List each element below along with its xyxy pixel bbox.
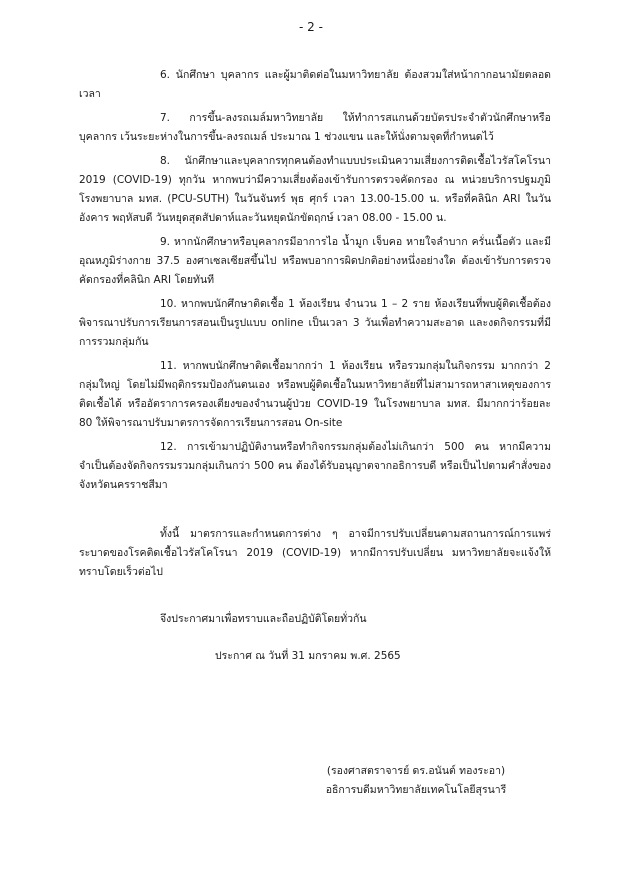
signer-name: (รองศาสตราจารย์ ดร.อนันต์ ทองระอา): [326, 765, 506, 777]
measure-item-8: 8. นักศึกษาและบุคลากรทุกคนต้องทำแบบประเมินความเสี่ยงการติดเชื้อไวรัสโคโรนา 2019 (COVID-19) ทุกวัน หากพบว่ามีความเสี่ยงต้องเข้ารับการตรวจคัดกรอง ณ หน่วยบริการปฐมภูมิ โรงพยาบาล มทส. (PCU-SUTH) ในวันจันทร์ พุธ ศุกร์ เวลา 13.00-15.00 น. หรือที่คลินิก ARI ในวันอังคาร พฤหัสบดี วันหยุดสุดสัปดาห์และวันหยุดนักขัตฤกษ์ เวลา 08.00 - 15.00 น.: [79, 155, 551, 224]
measure-item-12: 12. การเข้ามาปฏิบัติงานหรือทำกิจกรรมกลุ่มต้องไม่เกินกว่า 500 คน หากมีความจำเป็นต้องจัดกิจกรรมรวมกลุ่มเกินกว่า 500 คน ต้องได้รับอนุญาตจากอธิการบดี หรือเป็นไปตามคำสั่งของจังหวัดนครราชสีมา: [79, 441, 551, 491]
signature-block: [296, 762, 536, 800]
measure-item-10: 10. หากพบนักศึกษาติดเชื้อ 1 ห้องเรียน จำนวน 1 – 2 ราย ห้องเรียนที่พบผู้ติดเชื้อต้องพิจารณาปรับการเรียนการสอนเป็นรูปแบบ online เป็นเวลา 3 วันเพื่อทำความสะอาด และงดกิจกรรมที่มีการรวมกลุ่มกัน: [79, 298, 551, 348]
measure-item-9: 9. หากนักศึกษาหรือบุคลากรมีอาการไอ น้ำมูก เจ็บคอ หายใจลำบาก ครั่นเนื้อตัว และมีอุณหภูมิร่างกาย 37.5 องศาเซลเซียสขึ้นไป หรือพบอาการผิดปกติอย่างหนึ่งอย่างใด ต้องเข้ารับการตรวจคัดกรองที่คลินิก ARI โดยทันที: [79, 236, 551, 286]
summary-paragraph: ทั้งนี้ มาตรการและกำหนดการต่าง ๆ อาจมีการปรับเปลี่ยนตามสถานการณ์การแพร่ระบาดของโรคติดเชื้อไวรัสโคโรนา 2019 (COVID-19) หากมีการปรับเปลี่ยน มหาวิทยาลัยจะแจ้งให้ทราบโดยเร็วต่อไป: [79, 528, 551, 578]
signer-title: อธิการบดีมหาวิทยาลัยเทคโนโลยีสุรนารี: [325, 784, 507, 796]
document-body: [79, 66, 551, 666]
measure-item-11: 11. หากพบนักศึกษาติดเชื้อมากกว่า 1 ห้องเรียน หรือรวมกลุ่มในกิจกรรม มากกว่า 2 กลุ่มใหญ่ โดยไม่มีพฤติกรรมป้องกันตนเอง หรือพบผู้ติดเชื้อในมหาวิทยาลัยที่ไม่สามารถหาสาเหตุของการติดเชื้อได้ หรืออัตราการครองเตียงของจำนวนผู้ป่วย COVID-19 ในโรงพยาบาล มทส. มีมากกว่าร้อยละ 80 ให้พิจารณาปรับมาตรการจัดการเรียนการสอน On-site: [79, 360, 551, 429]
page-number: - 2 -: [299, 20, 323, 34]
closing-statement: จึงประกาศมาเพื่อทราบและถือปฏิบัติโดยทั่วกัน: [160, 613, 367, 625]
measure-item-7: 7. การขึ้น-ลงรถเมล์มหาวิทยาลัย ให้ทำการสแกนด้วยบัตรประจำตัวนักศึกษาหรือบุคลากร เว้นระยะห่างในการขึ้น-ลงรถเมล์ ประมาณ 1 ช่วงแขน และให้นั่งตามจุดที่กำหนดไว้: [79, 112, 551, 143]
announcement-date: ประกาศ ณ วันที่ 31 มกราคม พ.ศ. 2565: [215, 650, 401, 662]
measure-item-6: 6. นักศึกษา บุคลากร และผู้มาติดต่อในมหาวิทยาลัย ต้องสวมใส่หน้ากากอนามัยตลอดเวลา: [79, 69, 551, 100]
